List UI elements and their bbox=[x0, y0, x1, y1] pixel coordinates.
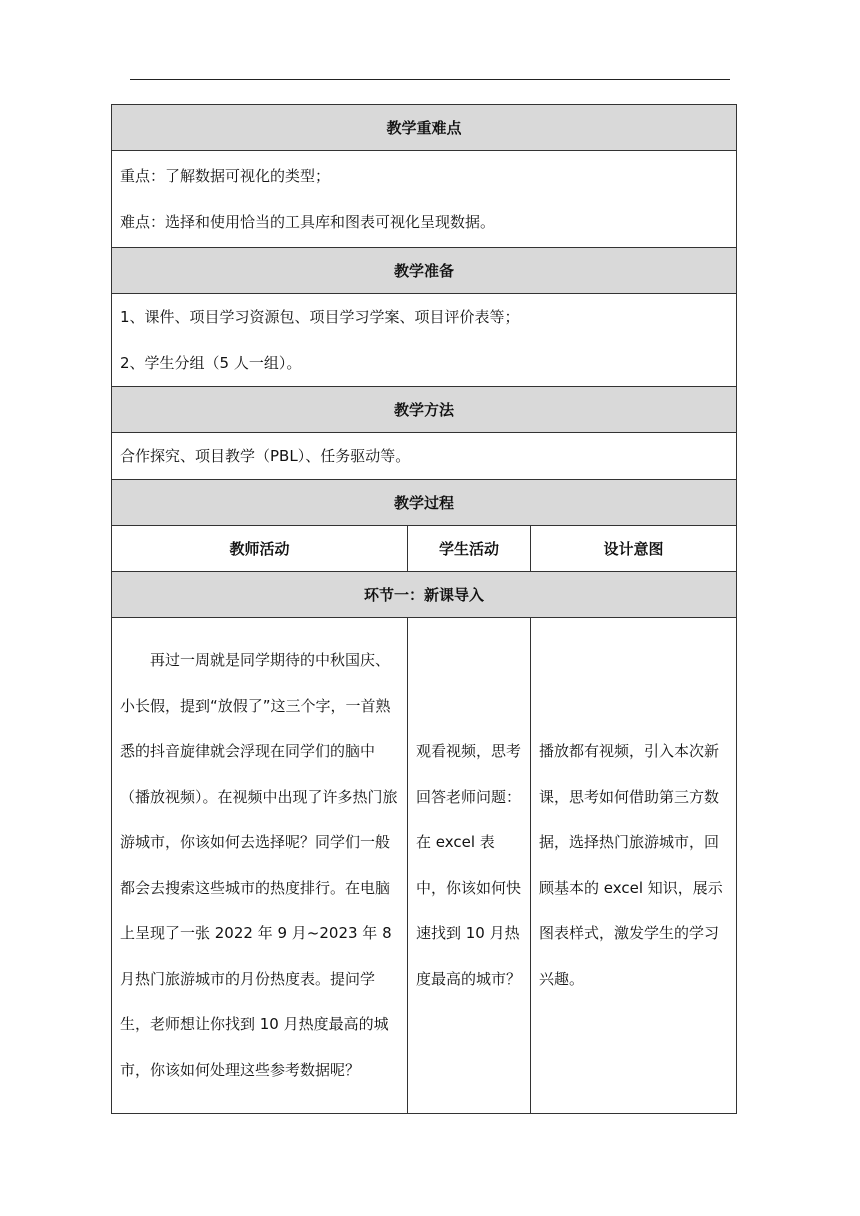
difficult-point-line: 难点：选择和使用恰当的工具库和图表可视化呈现数据。 bbox=[120, 213, 496, 231]
difficulty-content bbox=[112, 151, 737, 248]
preparation-content bbox=[112, 294, 737, 387]
key-point-line: 重点：了解数据可视化的类型； bbox=[120, 167, 331, 185]
student-activity-text: 观看视频，思考回答老师问题：在 excel 表中，你该如何快速找到 10 月热度最高的城市？ bbox=[408, 618, 531, 1114]
header-rule bbox=[130, 79, 730, 80]
method-header: 教学方法 bbox=[112, 387, 737, 433]
student-activity-header: 学生活动 bbox=[408, 526, 531, 572]
stage1-header: 环节一：新课导入 bbox=[112, 572, 737, 618]
preparation-header: 教学准备 bbox=[112, 248, 737, 294]
preparation-line-1: 1、课件、项目学习资源包、项目学习学案、项目评价表等； bbox=[120, 308, 520, 326]
teacher-activity-text: 再过一周就是同学期待的中秋国庆、小长假，提到“放假了”这三个字，一首熟悉的抖音旋律就会浮现在同学们的脑中（播放视频）。在视频中出现了许多热门旅游城市，你该如何去选择呢？同学们一般都会去搜索这些城市的热度排行。在电脑上呈现了一张 2022 年 9 月~2023 年 8 月热门旅游城市的月份热度表。提问学生，老师想让你找到 10 月热度最高的城市，你该如何处理这些参考数据呢？ bbox=[112, 618, 408, 1114]
method-line: 合作探究、项目教学（PBL）、任务驱动等。 bbox=[120, 447, 411, 465]
process-header: 教学过程 bbox=[112, 480, 737, 526]
lesson-plan-table bbox=[111, 104, 737, 1114]
preparation-line-2: 2、学生分组（5 人一组）。 bbox=[120, 354, 302, 372]
design-intent-header: 设计意图 bbox=[531, 526, 737, 572]
method-content bbox=[112, 433, 737, 480]
difficulty-header: 教学重难点 bbox=[112, 105, 737, 151]
teacher-activity-header: 教师活动 bbox=[112, 526, 408, 572]
design-intent-text: 播放都有视频，引入本次新课，思考如何借助第三方数据，选择热门旅游城市，回顾基本的 excel 知识，展示图表样式，激发学生的学习兴趣。 bbox=[531, 618, 737, 1114]
